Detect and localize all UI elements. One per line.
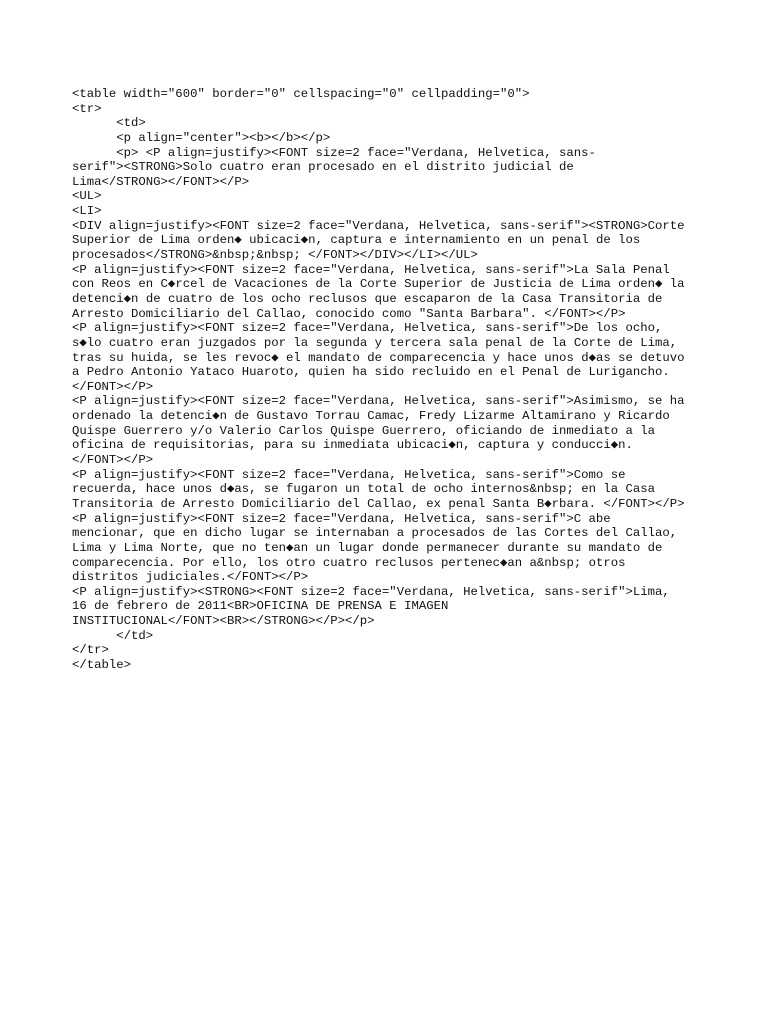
- document-body: [72, 87, 712, 673]
- text-line: <P align=justify><FONT size=2 face="Verdana, Helvetica, sans-serif">Como se: [72, 467, 626, 482]
- text-line: <tr>: [72, 101, 102, 116]
- text-line: s◆lo cuatro eran juzgados por la segunda y tercera sala penal de la Corte de Lima,: [72, 335, 678, 350]
- text-line: comparecencia. Por ello, los otro cuatro reclusos pertenec◆an a&nbsp; otros: [72, 555, 626, 570]
- text-line: <UL>: [72, 189, 102, 204]
- text-line: mencionar, que en dicho lugar se internaban a procesados de las Cortes del Callao,: [72, 526, 678, 541]
- text-line: <DIV align=justify><FONT size=2 face="Verdana, Helvetica, sans-serif"><STRONG>Corte: [72, 218, 685, 233]
- text-line: 16 de febrero de 2011<BR>OFICINA DE PRENSA E IMAGEN: [72, 599, 449, 614]
- text-line: detenci◆n de cuatro de los ocho reclusos que escaparon de la Casa Transitoria de: [72, 291, 663, 306]
- text-line: Lima</STRONG></FONT></P>: [72, 174, 250, 189]
- text-line: oficina de requisitorias, para su inmediata ubicaci◆n, captura y conducci◆n.: [72, 438, 633, 453]
- text-line: Arresto Domiciliario del Callao, conocido como "Santa Barbara". </FONT></P>: [72, 306, 626, 321]
- text-line: </tr>: [72, 643, 109, 658]
- text-line: <P align=justify><FONT size=2 face="Verdana, Helvetica, sans-serif">C abe: [72, 511, 611, 526]
- text-line: <LI>: [72, 204, 102, 219]
- text-line: <td>: [72, 116, 146, 131]
- text-line: <p> <P align=justify><FONT size=2 face="Verdana, Helvetica, sans-: [72, 145, 596, 160]
- text-line: serif"><STRONG>Solo cuatro eran procesado en el distrito judicial de: [72, 160, 574, 175]
- text-line: Lima y Lima Norte, que no ten◆an un lugar donde permanecer durante su mandato de: [72, 540, 663, 555]
- text-line: Transitoria de Arresto Domiciliario del Callao, ex penal Santa B◆rbara. </FONT></P>: [72, 496, 685, 511]
- text-line: <table width="600" border="0" cellspacing="0" cellpadding="0">: [72, 87, 530, 101]
- text-line: </table>: [72, 657, 132, 672]
- text-line: tras su huida, se les revoc◆ el mandato de comparecencia y hace unos d◆as se detuvo: [72, 350, 685, 365]
- text-line: <P align=justify><FONT size=2 face="Verdana, Helvetica, sans-serif">La Sala Penal: [72, 262, 670, 277]
- text-line: a Pedro Antonio Yataco Huaroto, quien ha sido recluido en el Penal de Lurigancho.: [72, 365, 670, 380]
- text-line: </FONT></P>: [72, 453, 154, 468]
- text-line: con Reos en C◆rcel de Vacaciones de la Corte Superior de Justicia de Lima orden◆ la: [72, 277, 685, 292]
- text-line: procesados</STRONG>&nbsp;&nbsp; </FONT></DIV></LI></UL>: [72, 248, 478, 263]
- text-line: Superior de Lima orden◆ ubicaci◆n, captura e internamiento en un penal de los: [72, 233, 641, 248]
- text-line: <P align=justify><STRONG><FONT size=2 face="Verdana, Helvetica, sans-serif">Lima,: [72, 584, 670, 599]
- text-line: ordenado la detenci◆n de Gustavo Torrau Camac, Fredy Lizarme Altamirano y Ricardo: [72, 409, 670, 424]
- text-line: </FONT></P>: [72, 379, 154, 394]
- text-line: <P align=justify><FONT size=2 face="Verdana, Helvetica, sans-serif">De los ocho,: [72, 321, 663, 336]
- text-line: <p align="center"><b></b></p>: [72, 130, 331, 145]
- text-line: Quispe Guerrero y/o Valerio Carlos Quispe Guerrero, oficiando de inmediato a la: [72, 423, 655, 438]
- text-line: recuerda, hace unos d◆as, se fugaron un total de ocho internos&nbsp; en la Casa: [72, 482, 655, 497]
- text-line: <P align=justify><FONT size=2 face="Verdana, Helvetica, sans-serif">Asimismo, se ha: [72, 394, 685, 409]
- text-line: INSTITUCIONAL</FONT><BR></STRONG></P></p>: [72, 614, 375, 629]
- text-line: </td>: [72, 628, 154, 643]
- text-line: distritos judiciales.</FONT></P>: [72, 570, 309, 585]
